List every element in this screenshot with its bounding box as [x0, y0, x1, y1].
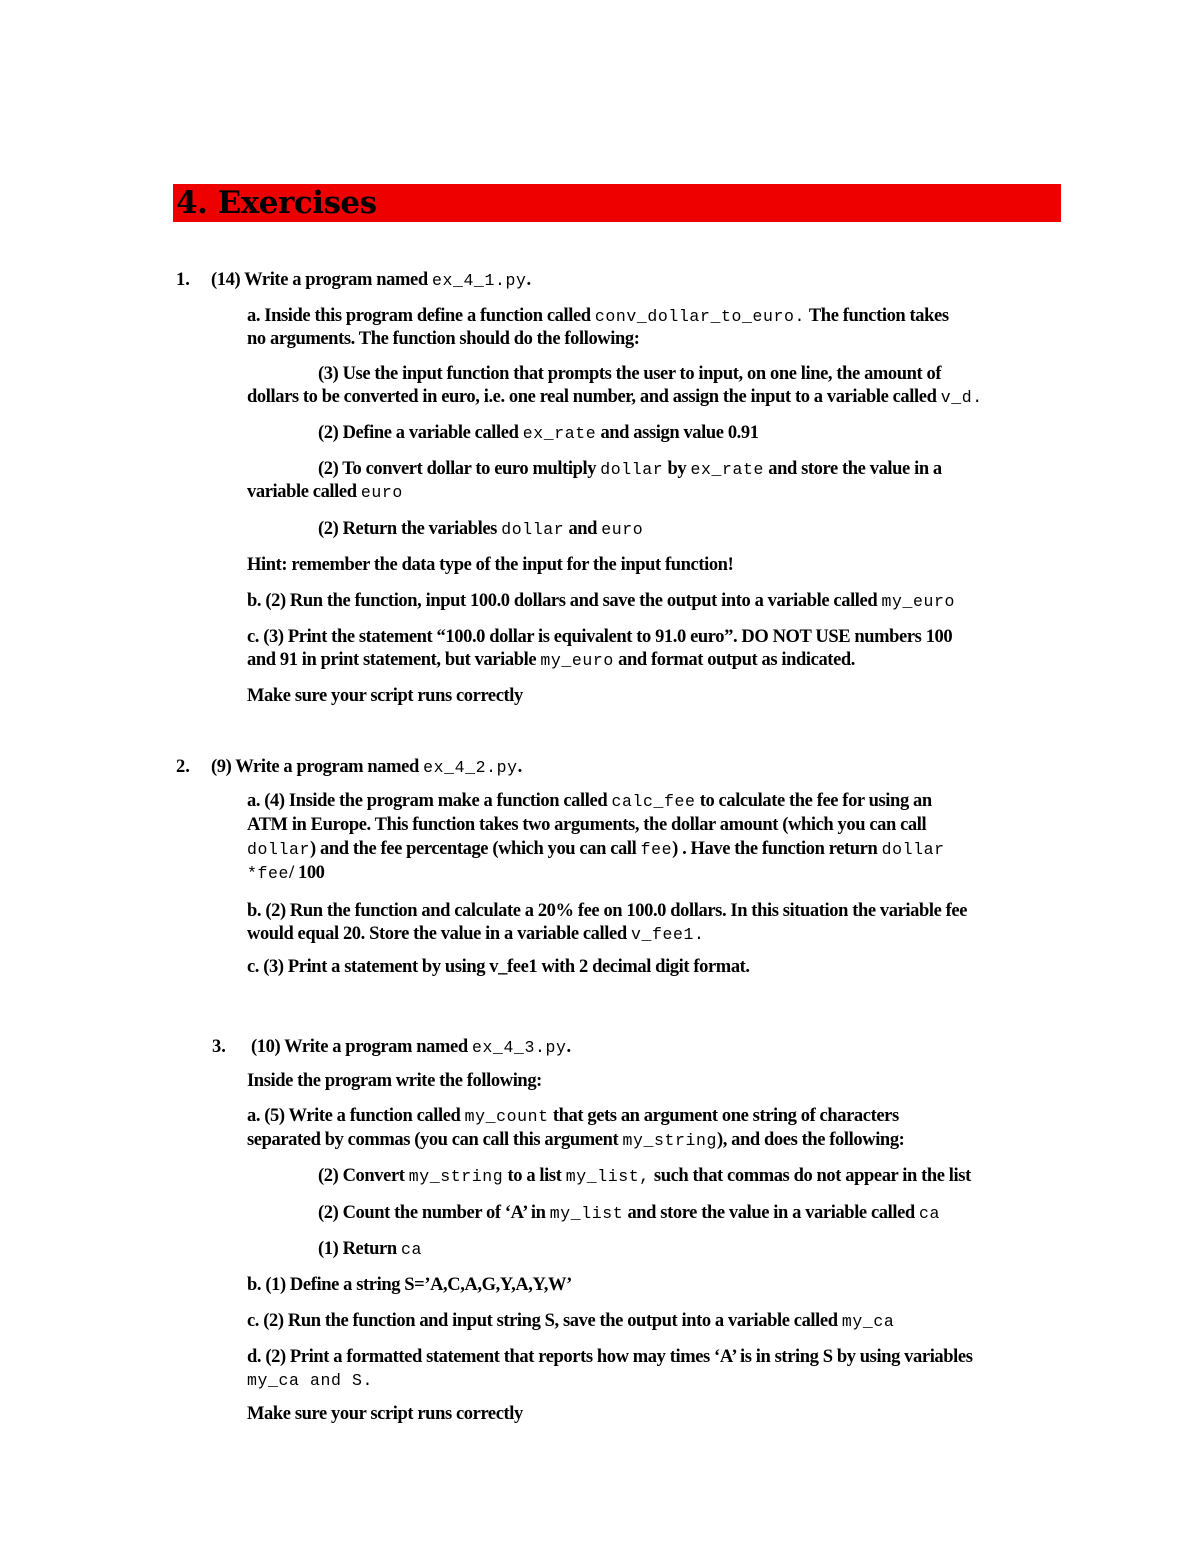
- ex2-a-line4: *fee/ 100: [247, 863, 325, 883]
- exercise-1-title: (14) Write a program named ex_4_1.py.: [211, 270, 531, 290]
- ex3-inside: Inside the program write the following:: [247, 1071, 542, 1091]
- exercise-3-number: 3.: [212, 1037, 226, 1057]
- ex3-make-sure: Make sure your script runs correctly: [247, 1404, 523, 1424]
- ex3-d-line2: my_ca and S.: [247, 1371, 374, 1390]
- ex2-a-line3: dollar) and the fee percentage (which you can call fee) . Have the function return dollar: [247, 839, 945, 859]
- exercise-3-title: (10) Write a program named ex_4_3.py.: [251, 1037, 571, 1057]
- ex1-hint: Hint: remember the data type of the input for the input function!: [247, 555, 734, 575]
- ex1-a-line2: no arguments. The function should do the following:: [247, 329, 640, 349]
- exercise-1-number: 1.: [176, 270, 190, 290]
- ex1-step1-line2: dollars to be converted in euro, i.e. one real number, and assign the input to a variable called v_d.: [247, 387, 983, 407]
- ex1-step3-line1: (2) To convert dollar to euro multiply dollar by ex_rate and store the value in a: [318, 459, 942, 479]
- ex3-d-line1: d. (2) Print a formatted statement that reports how may times ‘A’ is in string S by using variables: [247, 1347, 973, 1367]
- ex2-b-line1: b. (2) Run the function and calculate a 20% fee on 100.0 dollars. In this situation the variable fee: [247, 901, 968, 921]
- ex2-b-line2: would equal 20. Store the value in a variable called v_fee1.: [247, 924, 705, 944]
- section-heading: 4. Exercises: [176, 185, 377, 221]
- ex2-c: c. (3) Print a statement by using v_fee1 with 2 decimal digit format.: [247, 957, 750, 977]
- ex3-b: b. (1) Define a string S=’A,C,A,G,Y,A,Y,W’: [247, 1275, 572, 1295]
- ex3-step3: (1) Return ca: [318, 1239, 422, 1259]
- ex1-step2: (2) Define a variable called ex_rate and assign value 0.91: [318, 423, 759, 443]
- exercise-2-number: 2.: [176, 757, 190, 777]
- ex1-step1-line1: (3) Use the input function that prompts the user to input, on one line, the amount of: [318, 364, 942, 384]
- ex1-make-sure: Make sure your script runs correctly: [247, 686, 523, 706]
- ex3-step2: (2) Count the number of ‘A’ in my_list and store the value in a variable called ca: [318, 1203, 941, 1223]
- ex2-a-line1: a. (4) Inside the program make a function called calc_fee to calculate the fee for using an: [247, 791, 932, 811]
- ex1-step4: (2) Return the variables dollar and euro: [318, 519, 644, 539]
- ex2-a-line2: ATM in Europe. This function takes two arguments, the dollar amount (which you can call: [247, 815, 927, 835]
- ex3-a-line1: a. (5) Write a function called my_count that gets an argument one string of characters: [247, 1106, 899, 1126]
- ex1-c-line2: and 91 in print statement, but variable my_euro and format output as indicated.: [247, 650, 855, 670]
- ex1-b: b. (2) Run the function, input 100.0 dollars and save the output into a variable called my_euro: [247, 591, 955, 611]
- ex1-a-line1: a. Inside this program define a function called conv_dollar_to_euro. The function takes: [247, 306, 949, 326]
- ex3-a-line2: separated by commas (you can call this argument my_string), and does the following:: [247, 1130, 905, 1150]
- ex3-c: c. (2) Run the function and input string S, save the output into a variable called my_ca: [247, 1311, 895, 1331]
- ex1-step3-line2: variable called euro: [247, 482, 403, 502]
- ex1-c-line1: c. (3) Print the statement “100.0 dollar is equivalent to 91.0 euro”. DO NOT USE numbers 100: [247, 627, 953, 647]
- exercise-2-title: (9) Write a program named ex_4_2.py.: [211, 757, 522, 777]
- ex3-step1: (2) Convert my_string to a list my_list, such that commas do not appear in the list: [318, 1166, 971, 1186]
